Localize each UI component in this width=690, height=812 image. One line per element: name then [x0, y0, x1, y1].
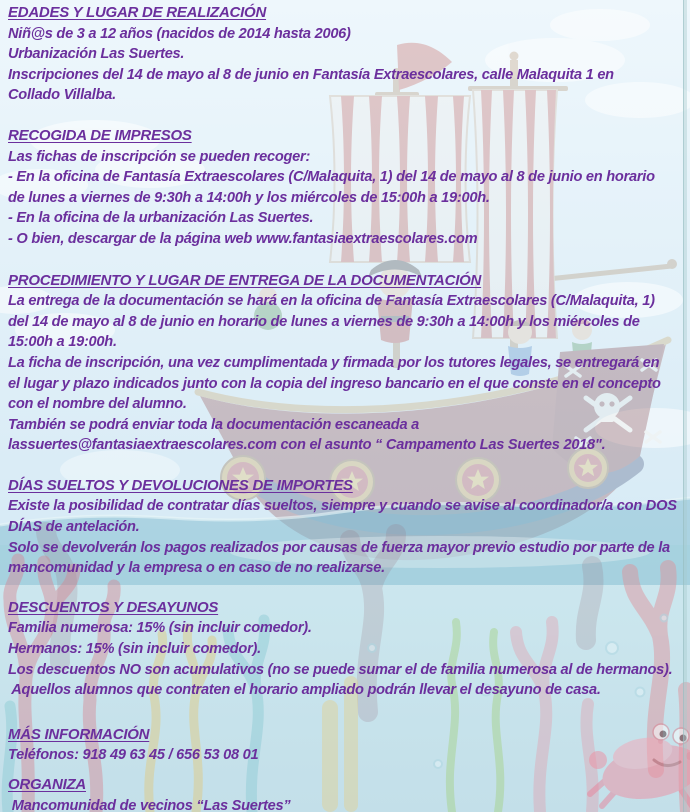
section-heading: EDADES Y LUGAR DE REALIZACIÓN [8, 4, 267, 21]
section-recogida-impresos [8, 126, 686, 250]
text-line: Existe la posibilidad de contratar días sueltos, siempre y cuando se avise al coordinador/a con DOS [8, 498, 677, 515]
text-line: Mancomunidad de vecinos “Las Suertes” [8, 797, 291, 812]
section-dias-sueltos [8, 476, 686, 579]
section-procedimiento-entrega [8, 271, 686, 456]
section-heading: RECOGIDA DE IMPRESOS [8, 126, 192, 144]
section-heading: DÍAS SUELTOS Y DEVOLUCIONES DE IMPORTES [8, 476, 353, 494]
page-right-edge [683, 0, 687, 812]
text-line: Teléfonos: 918 49 63 45 / 656 53 08 01 [8, 747, 259, 764]
text-line: Aquellos alumnos que contraten el horario ampliado podrán llevar el desayuno de casa. [8, 682, 601, 699]
section-heading: PROCEDIMIENTO Y LUGAR DE ENTREGA DE LA DOCUMENTACIÓN [8, 271, 482, 289]
text-line: Inscripciones del 14 de mayo al 8 de junio en Fantasía Extraescolares, calle Malaquita 1 en [8, 66, 614, 83]
text-line: Hermanos: 15% (sin incluir comedor). [8, 641, 261, 658]
section-mas-informacion [8, 725, 686, 766]
text-line: el lugar y plazo indicados junto con la copia del ingreso bancario en el que conste en el concepto [8, 375, 661, 392]
section-heading: DESCUENTOS Y DESAYUNOS [8, 598, 219, 616]
text-line: lassuertes@fantasiaextraescolares.com con el asunto “ Campamento Las Suertes 2018". [8, 437, 606, 454]
text-line: de lunes a viernes de 9:30h a 14:00h y los miércoles de 15:00h a 19:00h. [8, 189, 490, 206]
text-line: Familia numerosa: 15% (sin incluir comedor). [8, 620, 312, 637]
text-line: Las fichas de inscripción se pueden recoger: [8, 148, 311, 165]
text-line: DÍAS de antelación. [8, 519, 140, 536]
text-line: 15:00h a 19:00h. [8, 334, 117, 351]
text-line: - En la oficina de Fantasía Extraescolares (C/Malaquita, 1) del 14 de mayo al 8 de junio en horario [8, 169, 655, 186]
text-line: Urbanización Las Suertes. [8, 46, 185, 63]
text-line: También se podrá enviar toda la documentación escaneada a [8, 416, 419, 433]
section-organiza [8, 775, 686, 812]
text-line: Collado Villalba. [8, 87, 116, 104]
section-descuentos-desayunos [8, 598, 686, 701]
text-line: Solo se devolverán los pagos realizados por causas de fuerza mayor previo estudio por parte de la [8, 539, 670, 556]
text-line: - En la oficina de la urbanización Las Suertes. [8, 210, 314, 227]
section-edades-y-lugar [8, 3, 686, 106]
text-line: La entrega de la documentación se hará en la oficina de Fantasía Extraescolares (C/Malaquita, 1) [8, 293, 655, 310]
flyer-text-content [8, 3, 686, 812]
text-line: - O bien, descargar de la página web www.fantasiaextraescolares.com [8, 230, 478, 247]
section-heading: ORGANIZA [8, 776, 86, 793]
text-line: con el nombre del alumno. [8, 396, 187, 413]
text-line: Los descuentos NO son acumulativos (no se puede sumar el de familia numerosa al de hermanos). [8, 661, 673, 678]
section-heading: MÁS INFORMACIÓN [8, 725, 150, 743]
text-line: del 14 de mayo al 8 de junio en horario de lunes a viernes de 9:30h a 14:00h y los miércoles de [8, 313, 640, 330]
text-line: mancomunidad y la empresa o en caso de no realizarse. [8, 560, 385, 577]
text-line: Niñ@s de 3 a 12 años (nacidos de 2014 hasta 2006) [8, 25, 351, 42]
text-line: La ficha de inscripción, una vez cumplimentada y firmada por los tutores legales, se entregará en [8, 354, 660, 371]
